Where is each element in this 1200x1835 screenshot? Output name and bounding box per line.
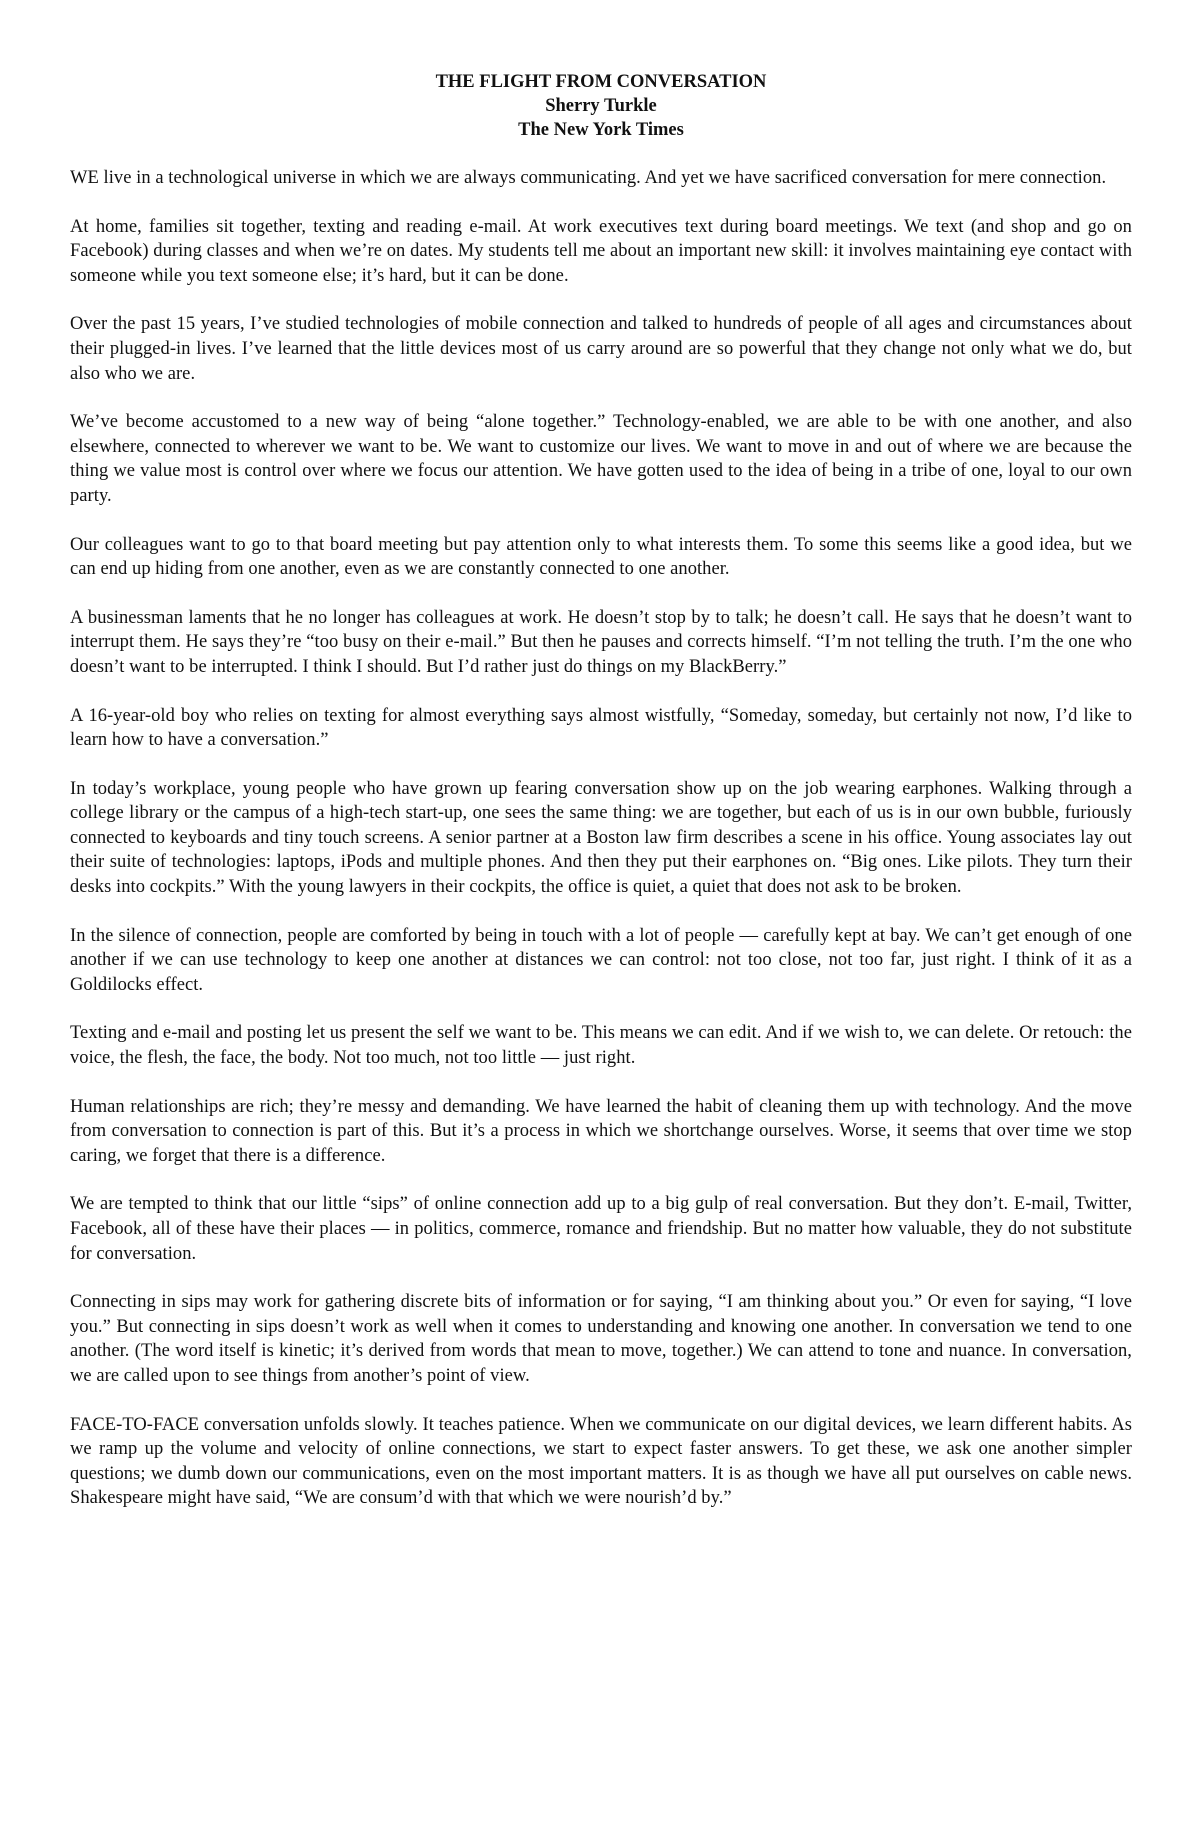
document-author: Sherry Turkle bbox=[545, 96, 657, 116]
paragraph-2: At home, families sit together, texting and reading e-mail. At work executives text during board meetings. We text (and shop and go on Facebook) during classes and when we’re on dates. My students tell me about an important new skill: it involves maintaining eye contact with someone while you text someone else; it’s hard, but it can be done. bbox=[70, 216, 1132, 286]
paragraph-5: Our colleagues want to go to that board meeting but pay attention only to what interests them. To some this seems like a good idea, but we can end up hiding from one another, even as we are constantly connected to one another. bbox=[70, 534, 1132, 580]
paragraph-1: WE live in a technological universe in which we are always communicating. And yet we have sacrificed conversation for mere connection. bbox=[70, 168, 1107, 188]
paragraph-3: Over the past 15 years, I’ve studied technologies of mobile connection and talked to hundreds of people of all ages and circumstances about their plugged-in lives. I’ve learned that the little devices most of us carry around are so powerful that they change not only what we do, but also who we are. bbox=[70, 314, 1132, 384]
paragraph-8: In today’s workplace, young people who have grown up fearing conversation show up on the job wearing earphones. Walking through a college library or the campus of a high-tech start-up, one sees the same thing: we are together, but each of us is in our own bubble, furiously connected to keyboards and tiny touch screens. A senior partner at a Boston law firm describes a scene in his office. Young associates lay out their suite of technologies: laptops, iPods and multiple phones. And then they put their earphones on. “Big ones. Like pilots. They turn their desks into cockpits.” With the young lawyers in their cockpits, the office is quiet, a quiet that does not ask to be broken. bbox=[70, 778, 1132, 898]
paragraph-9: In the silence of connection, people are comforted by being in touch with a lot of people — carefully kept at bay. We can’t get enough of one another if we can use technology to keep one another at distances we can control: not too close, not too far, just right. I think of it as a Goldilocks effect. bbox=[70, 925, 1132, 995]
document-page bbox=[70, 70, 1132, 1535]
document-body bbox=[70, 166, 1132, 1511]
paragraph-11: Human relationships are rich; they’re messy and demanding. We have learned the habit of cleaning them up with technology. And the move from conversation to connection is part of this. But it’s a process in which we shortchange ourselves. Worse, it seems that over time we stop caring, we forget that there is a difference. bbox=[70, 1096, 1132, 1166]
paragraph-12: We are tempted to think that our little “sips” of online connection add up to a big gulp of real conversation. But they don’t. E-mail, Twitter, Facebook, all of these have their places — in politics, commerce, romance and friendship. But no matter how valuable, they do not substitute for conversation. bbox=[70, 1194, 1132, 1264]
document-publication: The New York Times bbox=[518, 120, 684, 140]
paragraph-4: We’ve become accustomed to a new way of being “alone together.” Technology-enabled, we are able to be with one another, and also elsewhere, connected to wherever we want to be. We want to customize our lives. We want to move in and out of where we are because the thing we value most is control over where we focus our attention. We have gotten used to the idea of being in a tribe of one, loyal to our own party. bbox=[70, 412, 1132, 506]
paragraph-14: FACE-TO-FACE conversation unfolds slowly. It teaches patience. When we communicate on our digital devices, we learn different habits. As we ramp up the volume and velocity of online connections, we start to expect faster answers. To get these, we ask one another simpler questions; we dumb down our communications, even on the most important matters. It is as though we have all put ourselves on cable news. Shakespeare might have said, “We are consum’d with that which we were nourish’d by.” bbox=[70, 1414, 1132, 1509]
document-title: THE FLIGHT FROM CONVERSATION bbox=[435, 72, 767, 92]
paragraph-6: A businessman laments that he no longer has colleagues at work. He doesn’t stop by to talk; he doesn’t call. He says that he doesn’t want to interrupt them. He says they’re “too busy on their e-mail.” But then he pauses and corrects himself. “I’m not telling the truth. I’m the one who doesn’t want to be interrupted. I think I should. But I’d rather just do things on my BlackBerry.” bbox=[70, 607, 1132, 677]
paragraph-10: Texting and e-mail and posting let us present the self we want to be. This means we can edit. And if we wish to, we can delete. Or retouch: the voice, the flesh, the face, the body. Not too much, not too little — just right. bbox=[70, 1023, 1132, 1069]
paragraph-13: Connecting in sips may work for gathering discrete bits of information or for saying, “I am thinking about you.” Or even for saying, “I love you.” But connecting in sips doesn’t work as well when it comes to understanding and knowing one another. In conversation we tend to one another. (The word itself is kinetic; it’s derived from words that mean to move, together.) We can attend to tone and nuance. In conversation, we are called upon to see things from another’s point of view. bbox=[70, 1292, 1132, 1386]
paragraph-7: A 16-year-old boy who relies on texting for almost everything says almost wistfully, “Someday, someday, but certainly not now, I’d like to learn how to have a conversation.” bbox=[70, 705, 1132, 751]
document-header bbox=[70, 70, 1132, 142]
